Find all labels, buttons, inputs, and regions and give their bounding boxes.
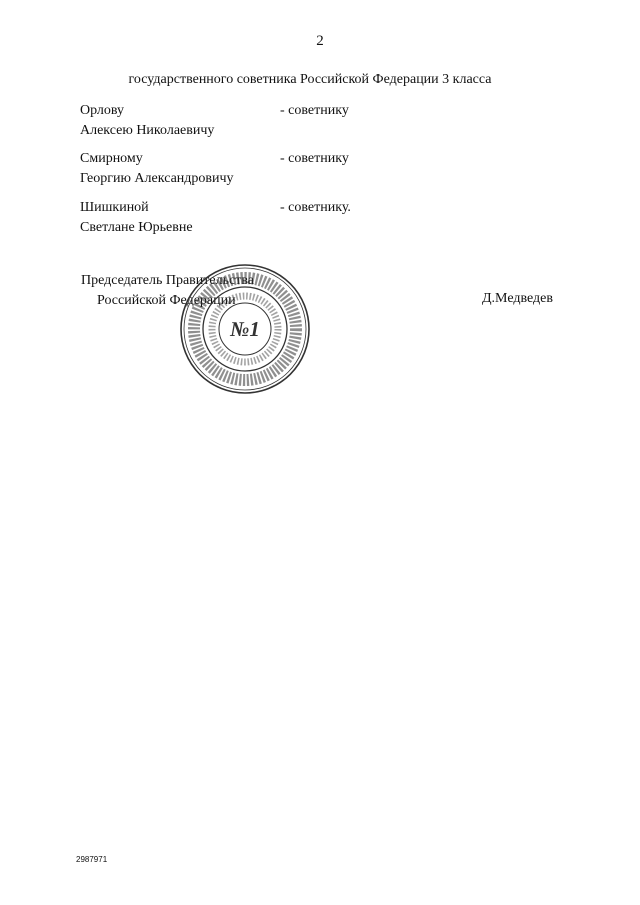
- appointee-entry: [80, 198, 351, 238]
- signatory-name: Д.Медведев: [482, 291, 553, 306]
- appointee-given-names: Алексею Николаевичу: [80, 123, 215, 138]
- official-seal: [178, 262, 312, 396]
- heading-line: государственного советника Российской Федерации 3 класса: [128, 72, 492, 87]
- appointee-position: - советнику: [280, 103, 349, 118]
- signatory-title-line-1: Председатель Правительства: [81, 273, 254, 288]
- appointee-surname: Орлову: [80, 103, 125, 118]
- appointee-entry: [80, 149, 349, 189]
- signatory-title-line-2: Российской Федерации: [97, 293, 236, 308]
- seal-number: №1: [230, 317, 260, 341]
- appointee-position: - советнику.: [280, 200, 351, 215]
- appointee-given-names: Светлане Юрьевне: [80, 220, 193, 235]
- appointee-position: - советнику: [280, 151, 349, 166]
- document-code: 2987971: [76, 855, 108, 864]
- appointee-surname: Шишкиной: [80, 200, 149, 215]
- appointee-given-names: Георгию Александровичу: [80, 171, 234, 186]
- page-number: 2: [316, 33, 324, 49]
- appointee-surname: Смирному: [80, 151, 143, 166]
- appointee-entry: [80, 101, 349, 141]
